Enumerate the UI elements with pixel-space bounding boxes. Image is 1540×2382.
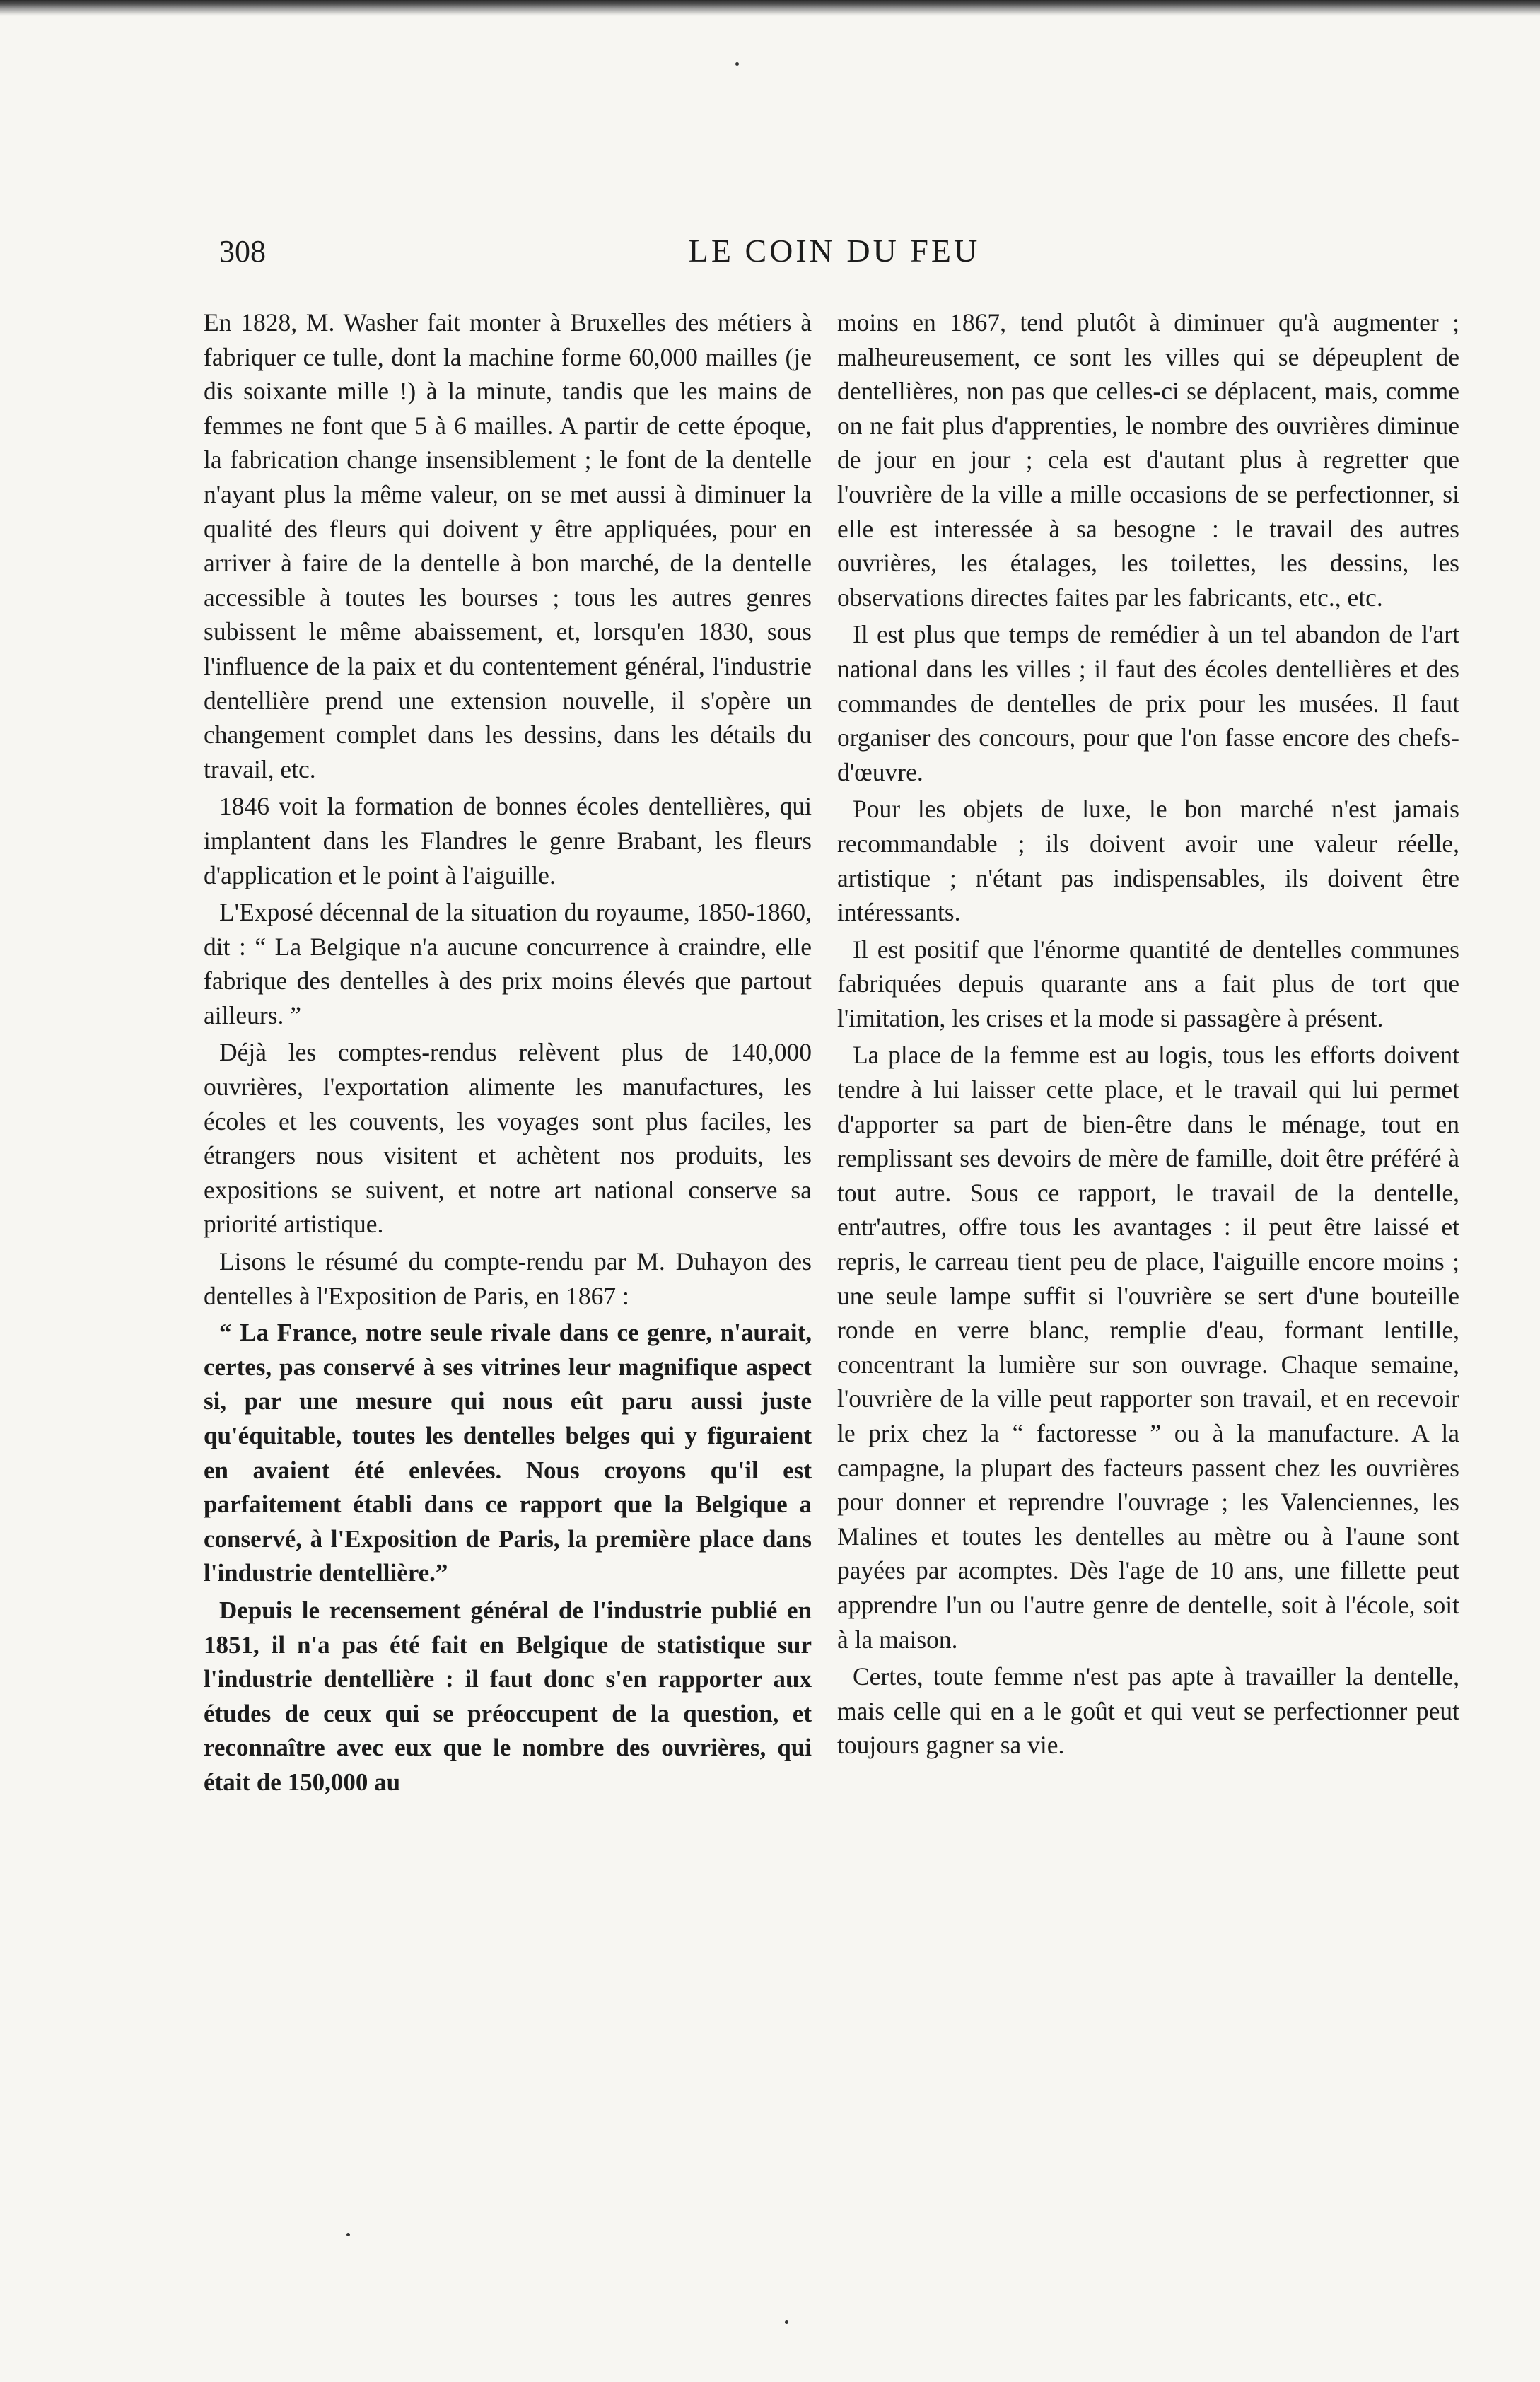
scan-top-edge	[0, 0, 1540, 16]
paragraph: Déjà les comptes-rendus relèvent plus de 140,000 ouvrières, l'exportation alimente les manufactures, les écoles et les couvents, les voyages sont plus faciles, les étrangers nous visitent et achètent nos produits, les expositions se suivent, et notre art national conserve sa priorité artistique.	[204, 1038, 812, 1239]
paragraph: 1846 voit la formation de bonnes écoles dentellières, qui implantent dans les Flandres le genre Brabant, les fleurs d'application et le point à l'aiguille.	[204, 792, 812, 889]
paragraph: En 1828, M. Washer fait monter à Bruxelles des métiers à fabriquer ce tulle, dont la machine forme 60,000 mailles (je dis soixante mille !) à la minute, tandis que les mains de femmes ne font que 5 à 6 mailles. A partir de cette époque, la fabrication change insensiblement ; le font de la dentelle n'ayant plus la même valeur, on se met aussi à diminuer la qualité des fleurs qui doivent y être appliquées, pour en arriver à faire de la dentelle à bon marché, de la dentelle accessible à toutes les bourses ; tous les autres genres subissent le même abaissement, et, lorsqu'en 1830, sous l'influence de la paix et du contentement général, l'industrie dentellière prend une extension nouvelle, il s'opère un changement complet dans les dessins, dans les détails du travail, etc.	[204, 308, 812, 783]
paragraph: Certes, toute femme n'est pas apte à travailler la dentelle, mais celle qui en a le goût et qui veut se perfectionner peut toujours gagner sa vie.	[837, 1662, 1459, 1760]
paragraph: Il est positif que l'énorme quantité de dentelles communes fabriquées depuis quarante ans a fait plus de tort que l'imitation, les crises et la mode si passagère à présent.	[837, 935, 1459, 1032]
paragraph: Il est plus que temps de remédier à un tel abandon de l'art national dans les villes ; il faut des écoles dentellières et des commandes de dentelles de prix pour les musées. Il faut organiser des concours, pour que l'on fasse encore des chefs-d'œuvre.	[837, 620, 1459, 786]
paragraph: Depuis le recensement général de l'industrie publié en 1851, il n'a pas été fait en Belgique de statistique sur l'industrie dentellière : il faut donc s'en rapporter aux études de ceux qui se préoccupent de la question, et reconnaître avec eux que le nombre des ouvrières, qui était de 150,000 au	[204, 1596, 812, 1796]
paragraph: Lisons le résumé du compte-rendu par M. Duhayon des dentelles à l'Exposition de Paris, en 1867 :	[204, 1247, 812, 1310]
scan-speck	[346, 2233, 350, 2236]
scan-speck	[785, 2320, 788, 2324]
paragraph: Pour les objets de luxe, le bon marché n'est jamais recommandable ; ils doivent avoir une valeur réelle, artistique ; n'étant pas indispensables, ils doivent être intéressants.	[837, 795, 1459, 927]
quotation-paragraph: “ La France, notre seule rivale dans ce genre, n'aurait, certes, pas conservé à ses vitrines leur magnifique aspect si, par une mesure qui nous eût paru aussi juste qu'équitable, toutes les dentelles belges qui y figuraient en avaient été enlevées. Nous croyons qu'il est parfaitement établi dans ce rapport que la Belgique a conservé, à l'Exposition de Paris, la première place dans l'industrie dentellière.”	[204, 1319, 812, 1587]
right-column	[837, 305, 1459, 1765]
running-head: LE COIN DU FEU	[688, 233, 981, 269]
left-column	[204, 305, 812, 1803]
paragraph: L'Exposé décennal de la situation du royaume, 1850-1860, dit : “ La Belgique n'a aucune concurrence à craindre, elle fabrique des dentelles à des prix moins élevés que partout ailleurs. ”	[204, 898, 812, 1029]
scan-speck	[735, 62, 739, 66]
paragraph: moins en 1867, tend plutôt à diminuer qu'à augmenter ; malheureusement, ce sont les villes qui se dépeuplent de dentellières, non pas que celles-ci se déplacent, mais, comme on ne fait plus d'apprenties, le nombre des ouvrières diminue de jour en jour ; cela est d'autant plus à regretter que l'ouvrière de la ville a mille occasions de se perfectionner, si elle est interessée à sa besogne : le travail des autres ouvrières, les étalages, les toilettes, les dessins, les observations directes faites par les fabricants, etc., etc.	[837, 308, 1459, 612]
page-number: 308	[219, 234, 266, 269]
paragraph: La place de la femme est au logis, tous les efforts doivent tendre à lui laisser cette place, et le travail qui lui permet d'apporter sa part de bien-être dans le ménage, tout en remplissant ses devoirs de mère de famille, doit être préféré à tout autre. Sous ce rapport, le travail de la dentelle, entr'autres, offre tous les avantages : il peut être laissé et repris, le carreau tient peu de place, l'aiguille encore moins ; une seule lampe suffit si l'ouvrière se sert d'une bouteille ronde en verre blanc, remplie d'eau, formant lentille, concentrant la lumière sur son ouvrage. Chaque semaine, l'ouvrière de la ville peut rapporter son travail, et en recevoir le prix chez la “ factoresse ” ou à la manufacture. A la campagne, la plupart des facteurs passent chez les ouvrières pour donner et reprendre l'ouvrage ; les Valenciennes, les Malines et toutes les dentelles au mètre ou à l'aune sont payées par acomptes. Dès l'age de 10 ans, une fillette peut apprendre l'un ou l'autre genre de dentelle, soit à l'école, soit à la maison.	[837, 1041, 1459, 1654]
